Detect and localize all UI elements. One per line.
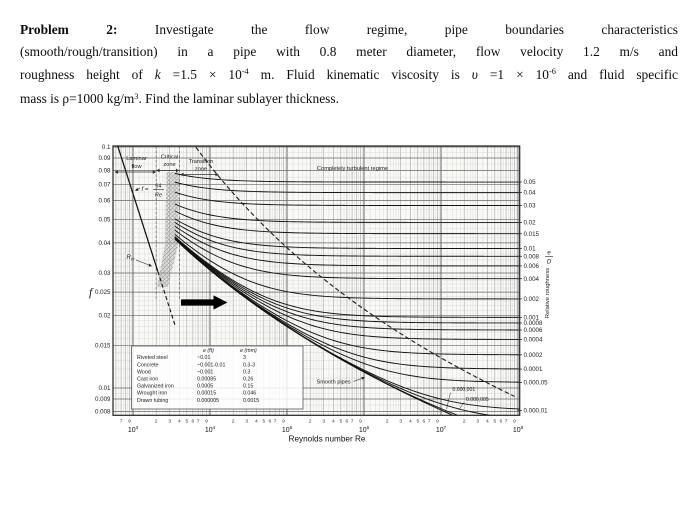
svg-text:e: e: [547, 250, 551, 257]
svg-text:Rcr: $R_{cr}$: [126, 255, 135, 262]
svg-text:0.0006: 0.0006: [523, 327, 543, 335]
svg-text:0.004: 0.004: [523, 275, 539, 283]
svg-text:9: 9: [282, 419, 285, 425]
svg-text:0.015: 0.015: [95, 342, 111, 350]
svg-text:9: 9: [128, 419, 131, 425]
svg-text:0.00015: 0.00015: [197, 390, 217, 397]
svg-text:0.009: 0.009: [95, 396, 111, 404]
svg-text:108: $10^8$: [512, 425, 524, 434]
svg-text:4: 4: [177, 419, 181, 425]
re-axis-labels: [120, 419, 524, 444]
svg-text:0.001: 0.001: [523, 314, 539, 322]
y2-axis-title: Relative roughness: [545, 267, 551, 319]
svg-text:64: 64: [155, 183, 162, 190]
svg-text:3: 3: [245, 419, 249, 425]
svg-text:0.05: 0.05: [98, 216, 111, 224]
svg-text:0.26: 0.26: [243, 376, 254, 383]
svg-text:7: 7: [504, 419, 508, 425]
svg-text:0.000005: 0.000005: [197, 397, 220, 404]
svg-text:7: 7: [273, 419, 277, 425]
svg-text:~0.01: ~0.01: [197, 355, 211, 362]
svg-text:Wood: Wood: [137, 369, 151, 376]
svg-text:4: 4: [254, 419, 258, 425]
svg-text:7: 7: [427, 419, 431, 425]
svg-text:0.000,05: 0.000,05: [523, 379, 548, 387]
svg-text:0.0001: 0.0001: [523, 366, 543, 374]
svg-text:0.0004: 0.0004: [523, 336, 543, 344]
svg-text:105: $10^5$: [281, 425, 293, 434]
svg-text:4: 4: [485, 419, 489, 425]
svg-text:0.04: 0.04: [523, 189, 536, 197]
svg-text:2: 2: [308, 419, 312, 425]
turbulent-zone-label: Completely turbulent regime: [316, 166, 389, 172]
svg-text:5: 5: [339, 419, 343, 425]
svg-text:6: 6: [499, 419, 503, 425]
svg-text:0.046: 0.046: [243, 390, 257, 397]
svg-text:0.01: 0.01: [523, 245, 536, 253]
svg-text:zone: zone: [163, 162, 176, 168]
svg-text:zone: zone: [194, 166, 208, 173]
svg-text:6: 6: [422, 419, 426, 425]
svg-text:5: 5: [185, 419, 189, 425]
svg-text:0.000,001: 0.000,001: [452, 387, 476, 393]
svg-text:0.01: 0.01: [98, 385, 111, 393]
svg-text:0.02: 0.02: [98, 312, 111, 320]
svg-text:0.0002: 0.0002: [523, 351, 543, 359]
svg-text:9: 9: [205, 419, 208, 425]
svg-text:0.006: 0.006: [523, 262, 539, 270]
svg-text:0.08: 0.08: [98, 167, 111, 175]
svg-text:103: $10^3$: [127, 425, 139, 434]
svg-text:5: 5: [262, 419, 266, 425]
svg-text:0.0015: 0.0015: [243, 397, 260, 404]
svg-text:0.008: 0.008: [95, 408, 111, 416]
svg-text:Wrought iron: Wrought iron: [137, 390, 168, 397]
svg-text:4: 4: [408, 419, 412, 425]
problem-line-1: Problem 2: Investigate the flow regime, pipe boundaries characteristics: [20, 22, 678, 37]
svg-text:~0.001: ~0.001: [197, 369, 214, 376]
svg-text:3: 3: [168, 419, 172, 425]
svg-text:9: 9: [513, 419, 516, 425]
svg-text:0.3-3: 0.3-3: [243, 362, 256, 369]
svg-text:0.09: 0.09: [98, 155, 111, 163]
svg-text:Cast iron: Cast iron: [137, 376, 159, 383]
svg-text:2: 2: [462, 419, 466, 425]
svg-text:4: 4: [331, 419, 335, 425]
svg-text:0.015: 0.015: [523, 230, 539, 238]
svg-text:Drawn tubing: Drawn tubing: [137, 397, 169, 404]
svg-text:0.3: 0.3: [243, 369, 251, 376]
svg-text:0.15: 0.15: [243, 383, 254, 390]
svg-text:f =: f =: [141, 187, 149, 193]
svg-text:9: 9: [359, 419, 362, 425]
svg-text:Critical: Critical: [160, 154, 179, 161]
svg-text:3: 3: [476, 419, 480, 425]
svg-text:0.000,005: 0.000,005: [466, 397, 489, 403]
y-axis-title: f: [89, 287, 93, 299]
svg-text:flow: flow: [131, 163, 142, 170]
x-axis-title: Reynolds number Re: [288, 434, 366, 444]
relative-roughness-labels: [517, 179, 553, 414]
svg-text:3: 3: [399, 419, 403, 425]
smooth-pipes-label: Smooth pipes: [316, 379, 351, 386]
svg-text:Re: Re: [154, 192, 163, 199]
problem-line-2: (smooth/rough/transition) in a pipe with 0.8 meter diameter, flow velocity 1.2 m/s and: [20, 44, 678, 60]
svg-text:0.02: 0.02: [523, 219, 536, 227]
f-axis-labels: [89, 144, 111, 415]
svg-text:107: $10^7$: [435, 425, 447, 434]
svg-text:7: 7: [196, 419, 200, 425]
svg-text:6: 6: [345, 419, 349, 425]
svg-text:0.0008: 0.0008: [523, 320, 543, 328]
svg-text:Galvanized iron: Galvanized iron: [137, 383, 174, 390]
svg-text:0.06: 0.06: [98, 197, 111, 205]
problem-label: Problem 2:: [20, 22, 118, 37]
svg-text:D: D: [546, 259, 552, 266]
svg-text:0.025: 0.025: [95, 289, 111, 297]
svg-text:2: 2: [154, 419, 158, 425]
svg-text:Laminar: Laminar: [126, 156, 147, 162]
svg-text:6: 6: [268, 419, 272, 425]
svg-text:2: 2: [385, 419, 389, 425]
svg-text:0.000,01: 0.000,01: [523, 407, 548, 415]
svg-text:0.05: 0.05: [523, 179, 536, 187]
table-header-ft: e (ft): [203, 348, 214, 354]
problem-line-3: roughness height of $k =1.5 \times 10^{-4}$ m. Fluid kinematic viscosity is $\upsilon =1 \times 10^{-6}$ and fluid specific: [20, 66, 678, 82]
svg-text:0.00085: 0.00085: [197, 376, 217, 383]
svg-text:Riveted steel: Riveted steel: [137, 355, 168, 362]
problem-line-4: mass is ρ=1000 $kg/m^3$. Find the laminar sublayer thickness.: [20, 90, 339, 106]
svg-text:0.008: 0.008: [523, 253, 539, 261]
svg-text:5: 5: [493, 419, 497, 425]
svg-text:Transition: Transition: [188, 159, 214, 165]
svg-text:2: 2: [231, 419, 235, 425]
svg-text:~0.001-0.01: ~0.001-0.01: [197, 362, 226, 369]
svg-text:6: 6: [191, 419, 195, 425]
svg-text:9: 9: [436, 419, 439, 425]
svg-text:0.03: 0.03: [98, 270, 111, 278]
svg-text:0.1: 0.1: [101, 144, 111, 152]
svg-text:106: $10^6$: [358, 425, 370, 434]
svg-text:Concrete: Concrete: [137, 362, 159, 369]
problem-statement: [20, 19, 678, 112]
svg-text:0.0005: 0.0005: [197, 383, 214, 390]
svg-text:0.03: 0.03: [523, 202, 536, 210]
svg-text:0.04: 0.04: [98, 240, 111, 248]
svg-text:104: $10^4$: [204, 425, 216, 434]
svg-text:0.002: 0.002: [523, 296, 539, 304]
roughness-table: [132, 346, 304, 409]
svg-text:7: 7: [350, 419, 354, 425]
svg-text:0.07: 0.07: [98, 181, 111, 189]
svg-text:3: 3: [243, 355, 246, 362]
table-header-mm: e (mm): [240, 348, 257, 354]
svg-text:5: 5: [416, 419, 420, 425]
svg-text:7: 7: [119, 419, 123, 425]
svg-text:3: 3: [322, 419, 326, 425]
